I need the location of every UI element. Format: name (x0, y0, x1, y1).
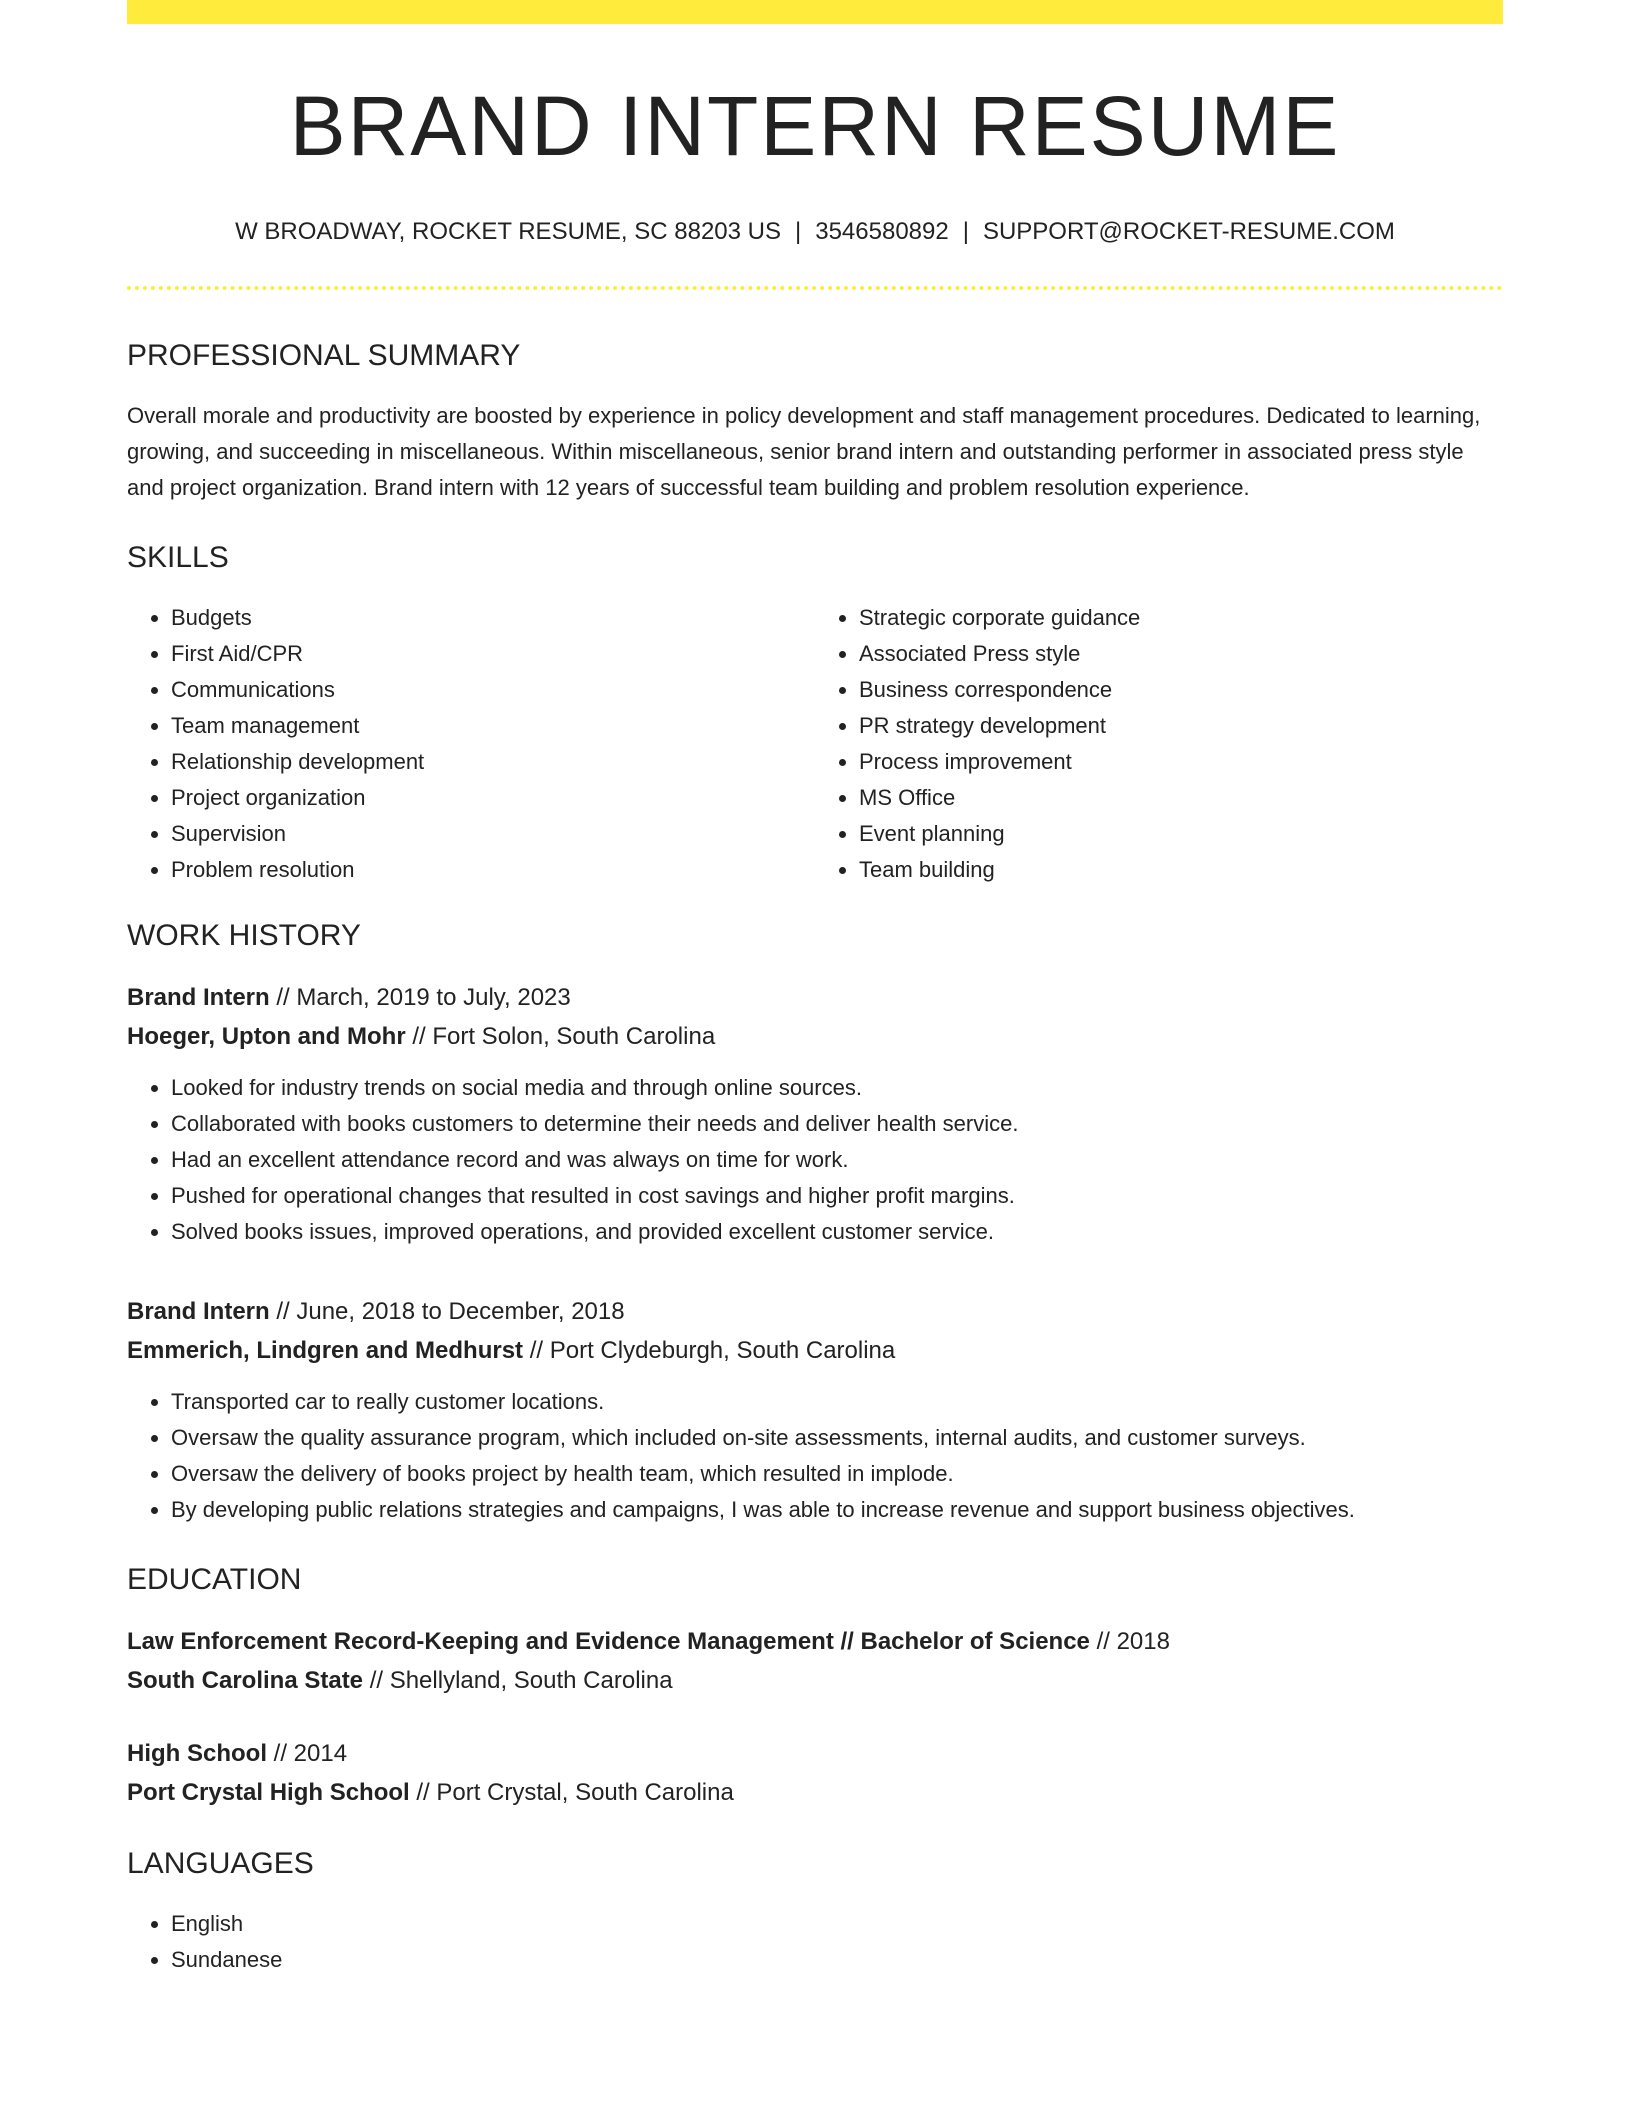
skill-item: • MS Office (859, 780, 1503, 816)
skill-item: • Event planning (859, 816, 1503, 852)
education-school-line (127, 1773, 1503, 1812)
skills-column-left (127, 600, 815, 888)
job-dates: // June, 2018 to December, 2018 (269, 1297, 625, 1325)
job-role-line (127, 1292, 1503, 1331)
summary-section (127, 338, 1503, 506)
job-role-line (127, 978, 1503, 1017)
job-bullet: • Oversaw the quality assurance program, which included on-site assessments, internal audits, and customer surveys. (171, 1420, 1503, 1456)
job-location: // Fort Solon, South Carolina (405, 1022, 716, 1050)
job-bullet: • By developing public relations strategies and campaigns, I was able to increase revenue and support business objectives. (171, 1492, 1503, 1528)
education-degree: Law Enforcement Record-Keeping and Evidence Management // Bachelor of Science (127, 1627, 1090, 1655)
skill-item: • Team building (859, 852, 1503, 888)
contact-address: W BROADWAY, ROCKET RESUME, SC 88203 US (235, 218, 781, 246)
skill-item: • Project organization (171, 780, 815, 816)
skill-item: • First Aid/CPR (171, 636, 815, 672)
job-role: Brand Intern (127, 983, 270, 1011)
job-bullet: • Oversaw the delivery of books project by health team, which resulted in implode. (171, 1456, 1503, 1492)
skill-item: • Problem resolution (171, 852, 815, 888)
job-bullets (127, 1070, 1503, 1250)
language-item: • Sundanese (171, 1942, 1503, 1978)
section-title: PROFESSIONAL SUMMARY (127, 338, 521, 372)
education-year: // 2014 (267, 1739, 348, 1767)
section-title: EDUCATION (127, 1562, 302, 1596)
job-bullet: • Transported car to really customer locations. (171, 1384, 1503, 1420)
summary-text: Overall morale and productivity are boosted by experience in policy development and staff management procedures. Dedicated to learning, growing, and succeeding in miscellaneous. Within miscellaneous, senior brand intern and outstanding performer in associated press style and project organization. Brand intern with 12 years of successful team building and problem resolution experience. (127, 402, 1481, 500)
job-bullet: • Collaborated with books customers to determine their needs and deliver health service. (171, 1106, 1503, 1142)
contact-email: SUPPORT@ROCKET-RESUME.COM (982, 218, 1395, 246)
contact-line (127, 216, 1503, 247)
job-company-line (127, 1017, 1503, 1056)
skill-item: • Supervision (171, 816, 815, 852)
contact-phone: 3546580892 (815, 218, 949, 246)
section-title: SKILLS (127, 540, 229, 574)
dotted-divider (127, 286, 1503, 290)
job-company-line (127, 1331, 1503, 1370)
education-degree-line (127, 1622, 1503, 1661)
skill-item: • Strategic corporate guidance (859, 600, 1503, 636)
skill-item: • Process improvement (859, 744, 1503, 780)
section-title: WORK HISTORY (127, 918, 361, 952)
skill-item: • Relationship development (171, 744, 815, 780)
education-school: Port Crystal High School (127, 1778, 410, 1806)
contact-separator: | (962, 218, 969, 246)
job-bullet: • Looked for industry trends on social media and through online sources. (171, 1070, 1503, 1106)
job-bullets (127, 1384, 1503, 1528)
job-dates: // March, 2019 to July, 2023 (269, 983, 571, 1011)
skills-grid (127, 600, 1503, 888)
language-list (127, 1906, 1503, 1978)
job-location: // Port Clydeburgh, South Carolina (523, 1336, 896, 1364)
skill-item: • Budgets (171, 600, 815, 636)
skills-column-right (815, 600, 1503, 888)
skill-item: • Business correspondence (859, 672, 1503, 708)
education-degree-line (127, 1734, 1503, 1773)
education-location: // Shellyland, South Carolina (363, 1666, 673, 1694)
skill-item: • Team management (171, 708, 815, 744)
job-role: Brand Intern (127, 1297, 270, 1325)
education-degree: High School (127, 1739, 267, 1767)
job-company: Hoeger, Upton and Mohr (127, 1022, 406, 1050)
education-entry (127, 1622, 1503, 1700)
language-item: • English (171, 1906, 1503, 1942)
skills-section (127, 540, 1503, 888)
skill-item: • PR strategy development (859, 708, 1503, 744)
skill-item: • Communications (171, 672, 815, 708)
education-school: South Carolina State (127, 1666, 364, 1694)
resume-title: BRAND INTERN RESUME (289, 79, 1341, 173)
education-school-line (127, 1661, 1503, 1700)
job-bullet: • Had an excellent attendance record and was always on time for work. (171, 1142, 1503, 1178)
skill-item: • Associated Press style (859, 636, 1503, 672)
contact-separator: | (795, 218, 802, 246)
accent-top-bar (127, 0, 1503, 24)
job-bullet: • Solved books issues, improved operations, and provided excellent customer service. (171, 1214, 1503, 1250)
job-entry (127, 1292, 1503, 1528)
work-history-section (127, 918, 1503, 1528)
job-entry (127, 978, 1503, 1250)
languages-section (127, 1846, 1503, 1978)
education-entry (127, 1734, 1503, 1812)
section-title: LANGUAGES (127, 1846, 314, 1880)
education-year: // 2018 (1089, 1627, 1170, 1655)
job-bullet: • Pushed for operational changes that resulted in cost savings and higher profit margins. (171, 1178, 1503, 1214)
resume-page (127, 0, 1503, 1978)
job-company: Emmerich, Lindgren and Medhurst (127, 1336, 524, 1364)
education-location: // Port Crystal, South Carolina (409, 1778, 734, 1806)
education-section (127, 1562, 1503, 1812)
